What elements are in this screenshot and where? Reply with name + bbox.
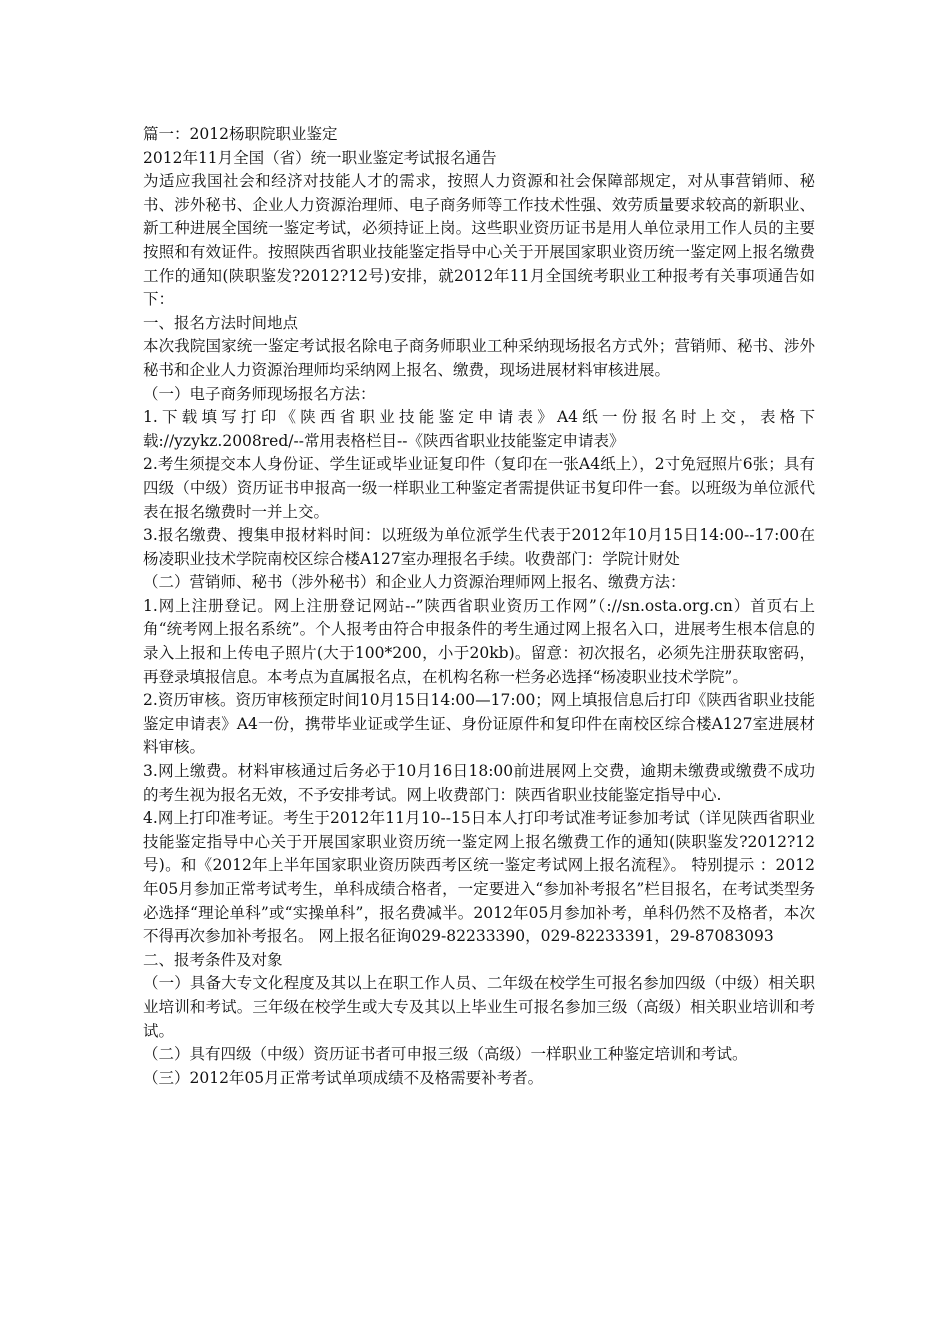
body-paragraph: 2.资历审核。资历审核预定时间10月15日14:00—17:00；网上填报信息后打印《陕西省职业技能鉴定申请表》A4一份，携带毕业证或学生证、身份证原件和复印件在南校区综合楼A127室进展材料审核。: [143, 691, 815, 757]
body-paragraph: （一）具备大专文化程度及其以上在职工作人员、二年级在校学生可报名参加四级（中级）相关职业培训和考试。三年级在校学生或大专及其以上毕业生可报名参加三级（高级）相关职业培训和考试。: [143, 974, 815, 1040]
doc-heading: 篇一：2012杨职院职业鉴定: [143, 125, 338, 143]
subsection-heading: （二）营销师、秘书（涉外秘书）和企业人力资源治理师网上报名、缴费方法：: [143, 573, 686, 592]
body-paragraph: 2.考生须提交本人身份证、学生证或毕业证复印件（复印在一张A4纸上），2寸免冠照片6张；具有四级（中级）资历证书申报高一级一样职业工种鉴定者需提供证书复印件一套。以班级为单位派代表在报名缴费时一并上交。: [143, 455, 815, 521]
section-heading: 一、报名方法时间地点: [143, 313, 299, 332]
body-paragraph: 1.网上注册登记。网上注册登记网站--”陕西省职业资历工作网”（://sn.osta.org.cn）首页右上角“统考网上报名系统”。个人报考由符合申报条件的考生通过网上报名入口，进展考生根本信息的录入上报和上传电子照片(大于100*200，小于20kb)。留意：初次报名，必须先注册获取密码，再登录填报信息。本考点为直属报名点，在机构名称一栏务必选择“杨凌职业技术学院”。: [143, 596, 815, 686]
body-paragraph: 3.报名缴费、搜集申报材料时间：以班级为单位派学生代表于2012年10月15日14:00--17:00在杨凌职业技术学院南校区综合楼A127室办理报名手续。收费部门：学院计财处: [143, 526, 815, 568]
body-paragraph: 本次我院国家统一鉴定考试报名除电子商务师职业工种采纳现场报名方式外；营销师、秘书、涉外秘书和企业人力资源治理师均采纳网上报名、缴费，现场进展材料审核进展。: [143, 337, 815, 379]
section-heading: 二、报考条件及对象: [143, 950, 283, 969]
body-paragraph: 3.网上缴费。材料审核通过后务必于10月16日18:00前进展网上交费，逾期未缴费或缴费不成功的考生视为报名无效，不予安排考试。网上收费部门：陕西省职业技能鉴定指导中心.: [143, 762, 815, 804]
body-paragraph: 为适应我国社会和经济对技能人才的需求，按照人力资源和社会保障部规定，对从事营销师、秘书、涉外秘书、企业人力资源治理师、电子商务师等工作技术性强、效劳质量要求较高的新职业、新工种进展全国统一鉴定考试，必须持证上岗。这些职业资历证书是用人单位录用工作人员的主要按照和有效证件。按照陕西省职业技能鉴定指导中心关于开展国家职业资历统一鉴定网上报名缴费工作的通知(陕职鉴发?2012?12号)安排，就2012年11月全国统考职业工种报考有关事项通告如下：: [143, 172, 815, 309]
notice-title: 2012年11月全国（省）统一职业鉴定考试报名通告: [143, 148, 497, 167]
document-page: [143, 123, 815, 1090]
body-paragraph: 1.下载填写打印《陕西省职业技能鉴定申请表》A4纸一份报名时上交，表格下载://yzykz.2008red/--常用表格栏目--《陕西省职业技能鉴定申请表》: [143, 408, 815, 450]
body-paragraph: 4.网上打印准考证。考生于2012年11月10--15日本人打印考试准考证参加考试（详见陕西省职业技能鉴定指导中心关于开展国家职业资历统一鉴定网上报名缴费工作的通知(陕职鉴发?2012?12号)。和《2012年上半年国家职业资历陕西考区统一鉴定考试网上报名流程》。 特别提示 ：2012年05月参加正常考试考生，单科成绩合格者，一定要进入“参加补考报名”栏目报名，在考试类型务必选择“理论单科”或“实操单科”，报名费减半。2012年05月参加补考，单科仍然不及格者，本次不得再次参加补考报名。 网上报名征询029-82233390，029-82233391，29-87083093: [143, 809, 815, 946]
subsection-heading: （一）电子商务师现场报名方法：: [143, 384, 376, 403]
body-paragraph: （三）2012年05月正常考试单项成绩不及格需要补考者。: [143, 1068, 544, 1087]
body-paragraph: （二）具有四级（中级）资历证书者可申报三级（高级）一样职业工种鉴定培训和考试。: [143, 1045, 748, 1064]
